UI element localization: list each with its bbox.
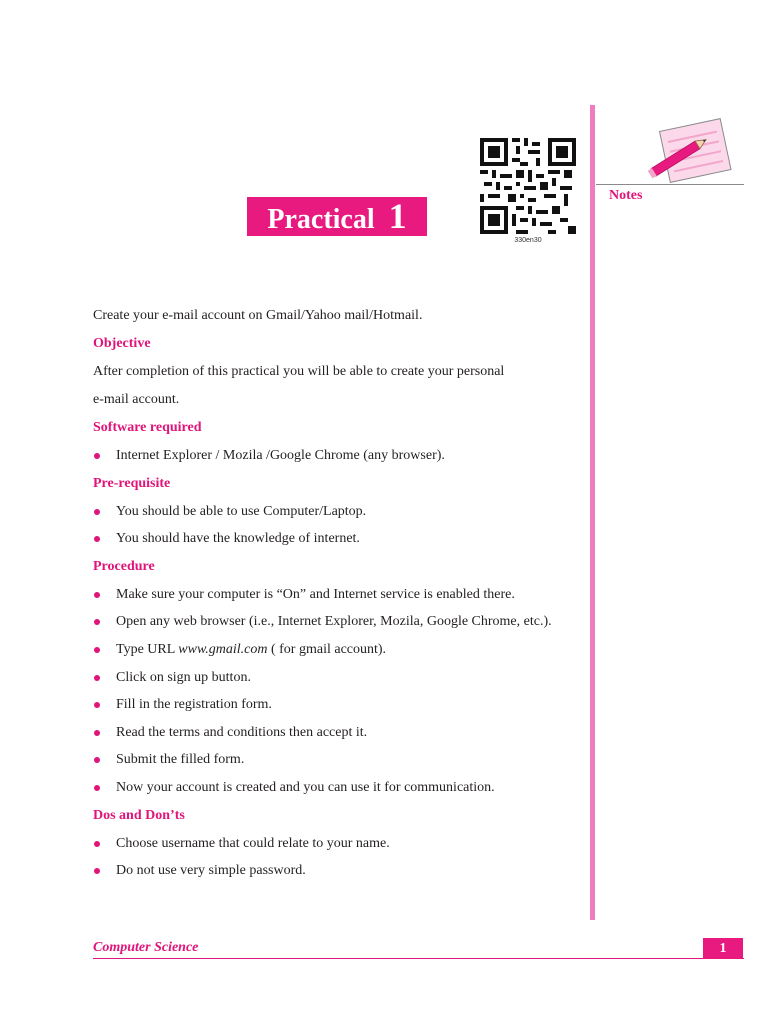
bullet-dot-icon	[94, 509, 100, 515]
bullet-dot-icon	[94, 453, 100, 459]
list-item: Now your account is created and you can use it for communication.	[93, 774, 583, 802]
bullet-dot-icon	[94, 730, 100, 736]
list-item: You should be able to use Computer/Laptop.	[93, 498, 583, 526]
page-title-number: 1	[388, 196, 407, 236]
page-number: 1	[703, 938, 743, 959]
page-title	[247, 197, 427, 236]
list-item: Open any web browser (i.e., Internet Explorer, Mozila, Google Chrome, etc.).	[93, 608, 583, 636]
objective-line-1: After completion of this practical you will be able to create your personal	[93, 364, 505, 379]
dos-donts-heading: Dos and Don’ts	[93, 807, 185, 823]
software-list	[93, 442, 583, 470]
list-item: Choose username that could relate to your name.	[93, 830, 583, 858]
list-item: Do not use very simple password.	[93, 857, 583, 885]
procedure-heading: Procedure	[93, 558, 155, 574]
bullet-dot-icon	[94, 647, 100, 653]
list-item: You should have the knowledge of internet.	[93, 525, 583, 553]
footer-rule	[93, 958, 744, 959]
bullet-dot-icon	[94, 702, 100, 708]
bullet-dot-icon	[94, 592, 100, 598]
qr-caption: 330en30	[514, 237, 542, 244]
prerequisite-list	[93, 498, 583, 553]
bullet-dot-icon	[94, 675, 100, 681]
notepad-pencil-icon	[642, 104, 734, 196]
notes-label: Notes	[609, 188, 643, 203]
qr-code-icon	[480, 138, 576, 234]
bullet-dot-icon	[94, 868, 100, 874]
intro-text: Create your e-mail account on Gmail/Yahoo mail/Hotmail.	[93, 308, 423, 323]
bullet-dot-icon	[94, 785, 100, 791]
dos-donts-list	[93, 830, 583, 885]
list-item: Make sure your computer is “On” and Internet service is enabled there.	[93, 581, 583, 609]
bullet-dot-icon	[94, 619, 100, 625]
procedure-list	[93, 581, 583, 802]
list-item: Submit the filled form.	[93, 746, 583, 774]
software-heading: Software required	[93, 420, 202, 435]
footer-subject: Computer Science	[93, 940, 199, 955]
page-title-word: Practical	[267, 204, 375, 235]
list-item: Read the terms and conditions then accept it.	[93, 719, 583, 747]
objective-line-2: e-mail account.	[93, 392, 180, 407]
page-content	[93, 302, 583, 885]
gmail-url: www.gmail.com	[178, 641, 268, 657]
notes-margin-rule	[590, 105, 595, 920]
list-item: Internet Explorer / Mozila /Google Chrome (any browser).	[93, 442, 583, 470]
prerequisite-heading: Pre-requisite	[93, 475, 171, 491]
objective-heading: Objective	[93, 336, 151, 351]
list-item: Type URL www.gmail.com ( for gmail account).	[93, 636, 583, 664]
bullet-dot-icon	[94, 536, 100, 542]
bullet-dot-icon	[94, 757, 100, 763]
list-item: Fill in the registration form.	[93, 691, 583, 719]
list-item: Click on sign up button.	[93, 664, 583, 692]
bullet-dot-icon	[94, 841, 100, 847]
